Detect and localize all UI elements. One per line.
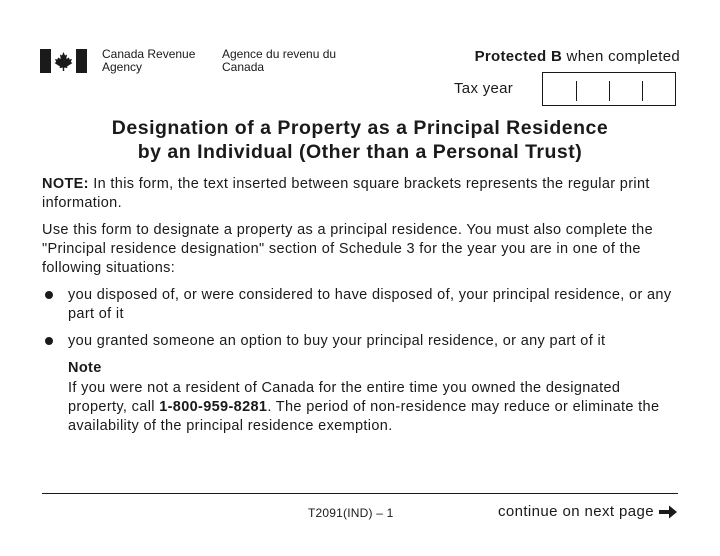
note-paragraph xyxy=(42,175,682,213)
agency-name-english: Canada Revenue Agency xyxy=(102,47,196,74)
note-text: In this form, the text inserted between square brackets represents the regular print information. xyxy=(42,176,650,211)
protected-label xyxy=(475,48,680,65)
tax-year-digit-2[interactable] xyxy=(576,73,609,105)
sub-note-text-before: If you were not a resident of Canada for the entire time you owned the designated property, call xyxy=(68,380,621,415)
tax-year-digit-1[interactable] xyxy=(543,73,576,105)
form-title xyxy=(40,116,680,164)
canada-flag-icon xyxy=(40,49,87,73)
agency-name-french: Agence du revenu du Canada xyxy=(222,47,337,74)
footer-divider xyxy=(42,493,678,494)
header xyxy=(40,44,680,114)
protected-rest-text: when completed xyxy=(562,48,680,65)
continue-link[interactable] xyxy=(498,503,678,520)
bullet-icon xyxy=(45,337,53,345)
list-item xyxy=(42,286,682,324)
situations-list xyxy=(42,286,682,351)
sub-note xyxy=(42,359,682,436)
protected-b-text: Protected B xyxy=(474,48,563,65)
sub-note-text xyxy=(68,379,682,436)
list-item-text: you disposed of, or were considered to have disposed of, your principal residence, or any part of it xyxy=(68,287,672,322)
list-item xyxy=(42,332,682,351)
sub-note-text-after: . The period of non-residence may reduce or eliminate the availability of the principal residence exemption. xyxy=(68,399,660,434)
form-body xyxy=(42,175,682,436)
sub-note-heading: Note xyxy=(68,360,102,376)
intro-paragraph: Use this form to designate a property as a principal residence. You must also complete the "Principal residence designation" section of Schedule 3 for the year you are in one of the following situations: xyxy=(42,222,654,276)
bullet-icon xyxy=(45,291,53,299)
phone-number: 1-800-959-8281 xyxy=(159,399,268,415)
arrow-right-icon xyxy=(658,504,678,520)
form-title-line-2: by an Individual (Other than a Personal Trust) xyxy=(137,141,583,163)
continue-label: continue on next page xyxy=(497,503,654,520)
note-label: NOTE: xyxy=(42,176,89,192)
tax-year-label: Tax year xyxy=(454,80,514,97)
list-item-text: you granted someone an option to buy your principal residence, or any part of it xyxy=(68,333,606,349)
tax-year-field[interactable] xyxy=(542,72,676,106)
tax-year-digit-4[interactable] xyxy=(642,73,675,105)
tax-year-digit-3[interactable] xyxy=(609,73,642,105)
form-title-line-1: Designation of a Property as a Principal Residence xyxy=(111,117,609,139)
form-id: T2091(IND) – 1 xyxy=(308,506,394,520)
